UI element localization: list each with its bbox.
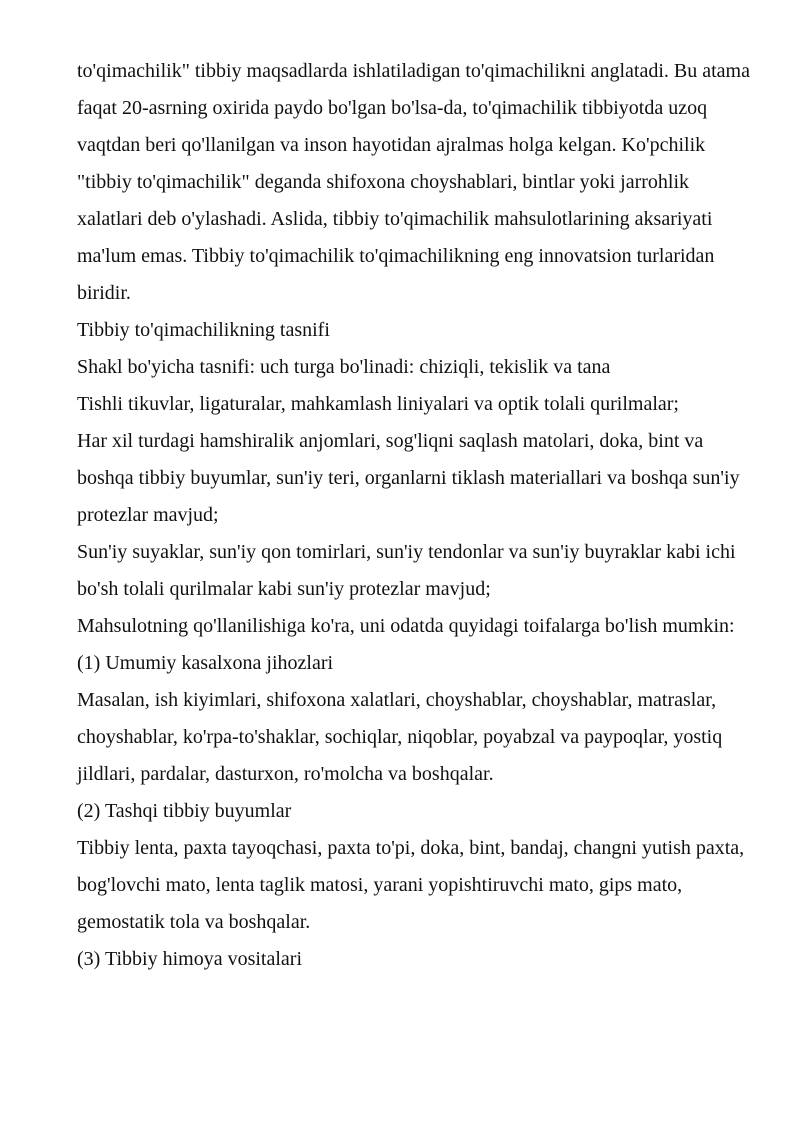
paragraph-classification-heading: Tibbiy to'qimachilikning tasnifi	[77, 319, 330, 341]
paragraph-intro: to'qimachilik" tibbiy maqsadlarda ishlatiladigan to'qimachilikni anglatadi. Bu atama faqat 20-asrning oxirida paydo bo'lgan bo'lsa-da, to'qimachilik tibbiyotda uzoq vaqtdan beri qo'llanilgan va inson hayotidan ajralmas holga kelgan. Ko'pchilik "tibbiy to'qimachilik" deganda shifoxona choyshablari, bintlar yoki jarrohlik xalatlari deb o'ylashadi. Aslida, tibbiy to'qimachilik mahsulotlarining aksariyati ma'lum emas. Tibbiy to'qimachilik to'qimachilikning eng innovatsion turlaridan biridir.	[77, 60, 750, 304]
paragraph-category-2-heading: (2) Tashqi tibbiy buyumlar	[77, 800, 292, 822]
document-body	[77, 53, 757, 978]
paragraph-linear-items: Tishli tikuvlar, ligaturalar, mahkamlash liniyalari va optik tolali qurilmalar;	[77, 393, 679, 415]
paragraph-category-1-examples: Masalan, ish kiyimlari, shifoxona xalatlari, choyshablar, choyshablar, matraslar, choyshablar, ko'rpa-to'shaklar, sochiqlar, niqoblar, poyabzal va paypoqlar, yostiq jildlari, pardalar, dasturxon, ro'molcha va boshqalar.	[77, 689, 723, 785]
paragraph-category-2-examples: Tibbiy lenta, paxta tayoqchasi, paxta to'pi, doka, bint, bandaj, changni yutish paxta, bog'lovchi mato, lenta taglik matosi, yarani yopishtiruvchi mato, gips mato, gemostatik tola va boshqalar.	[77, 837, 745, 933]
paragraph-planar-items: Har xil turdagi hamshiralik anjomlari, sog'liqni saqlash matolari, doka, bint va boshqa tibbiy buyumlar, sun'iy teri, organlarni tiklash materiallari va boshqa sun'iy protezlar mavjud;	[77, 430, 740, 526]
paragraph-body-items: Sun'iy suyaklar, sun'iy qon tomirlari, sun'iy tendonlar va sun'iy buyraklar kabi ichi bo'sh tolali qurilmalar kabi sun'iy protezlar mavjud;	[77, 541, 736, 600]
paragraph-usage-categories: Mahsulotning qo'llanilishiga ko'ra, uni odatda quyidagi toifalarga bo'lish mumkin:	[77, 615, 735, 637]
paragraph-category-3-heading: (3) Tibbiy himoya vositalari	[77, 948, 302, 970]
paragraph-shape-classification: Shakl bo'yicha tasnifi: uch turga bo'linadi: chiziqli, tekislik va tana	[77, 356, 611, 378]
paragraph-category-1-heading: (1) Umumiy kasalxona jihozlari	[77, 652, 334, 674]
